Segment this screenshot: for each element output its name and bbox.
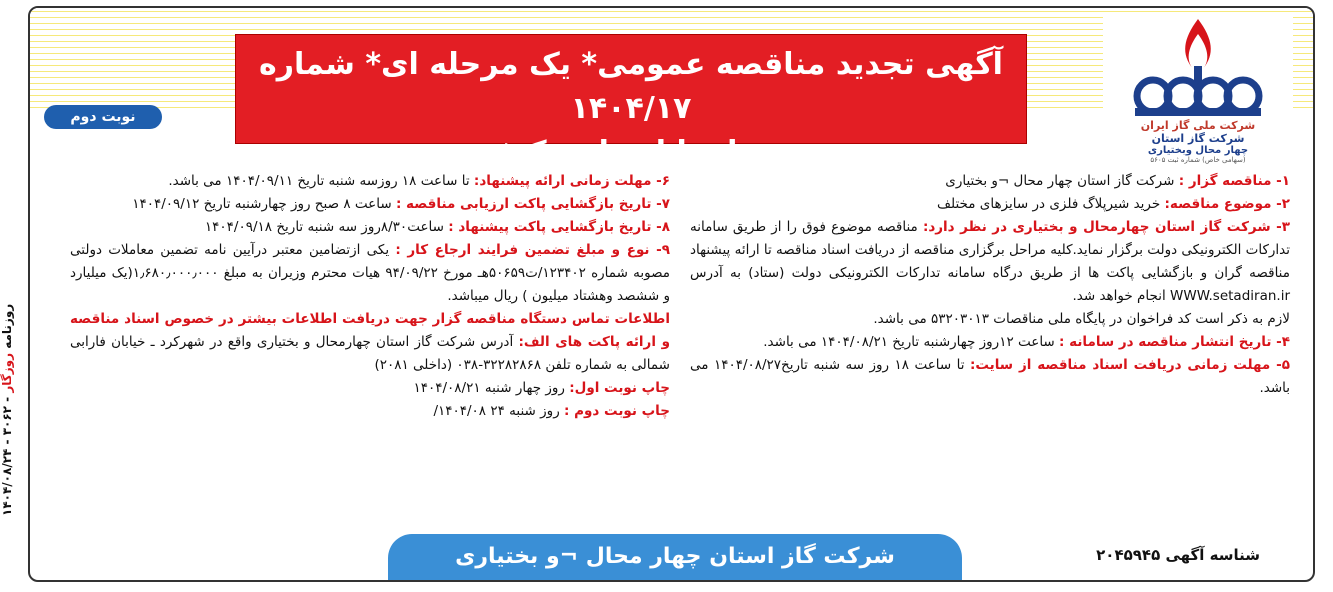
side-part2: روزگار: [0, 353, 14, 393]
item-7: [70, 193, 670, 216]
right-column: [690, 170, 1290, 400]
setad-url-link[interactable]: WWW.setadiran.ir: [1170, 288, 1290, 304]
item-11-label: چاپ نوبت اول:: [569, 380, 670, 396]
item-4-text: ساعت ۱۲روز چهارشنبه تاریخ ۱۴۰۴/۰۸/۲۱ می باشد.: [763, 334, 1060, 350]
side-part1: روزنامه: [0, 303, 14, 354]
item-12: [70, 400, 670, 423]
gas-flame-logo-icon: [1123, 14, 1273, 119]
item-1-label: ۱- مناقصه گزار :: [1178, 173, 1290, 189]
item-3-text: مناقصه موضوع فوق را از طریق سامانه تدارکات الکترونیکی دولت برگزار نماید.کلیه مراحل برگزاری مناقصه از دریافت اسناد مناقصه تا ارائه پیشنهاد مناقصه گران و بازگشایی پاکت ها از طریق درگاه سامانه تدارکات الکترونیکی دولت (ستاد) به آدرس: [690, 219, 1290, 281]
item-1: [690, 170, 1290, 193]
item-8: [70, 216, 670, 239]
item-9: [70, 239, 670, 308]
item-10: [70, 308, 670, 377]
newspaper-side-label: [0, 280, 28, 540]
item-5: [690, 354, 1290, 400]
item-12-label: چاپ نوبت دوم :: [564, 403, 670, 419]
logo-line1: شرکت ملی گاز ایران: [1140, 119, 1256, 132]
logo-line4: (سهامی خاص) شماره ثبت ۵۶۰۵: [1150, 156, 1246, 164]
item-5-text: تا ساعت ۱۸ روز سه شنبه تاریخ۱۴۰۴/۰۸/۲۷ می باشد.: [690, 357, 1290, 396]
item-4-label: ۴- تاریخ انتشار مناقصه در سامانه :: [1059, 334, 1290, 350]
item-6: [70, 170, 670, 193]
item-10-label: اطلاعات تماس دستگاه مناقصه گزار جهت دریافت اطلاعات بیشتر در خصوص اسناد مناقصه و ارائه پاکت های الف:: [70, 311, 670, 350]
item-6-text: تا ساعت ۱۸ روزسه شنبه تاریخ ۱۴۰۴/۰۹/۱۱ می باشد.: [168, 173, 474, 189]
company-logo: [1103, 14, 1293, 164]
footer-company-name: شرکت گاز استان چهار محال ¬و بختیاری: [388, 534, 962, 580]
item-3-text-end: انجام خواهد شد.: [1072, 288, 1171, 304]
second-print-badge: نوبت دوم: [44, 105, 162, 129]
item-1-text: شرکت گاز استان چهار محال ¬و بختیاری: [945, 173, 1179, 189]
item-3: [690, 216, 1290, 308]
item-11-text: روز چهار شنبه ۱۴۰۴/۰۸/۲۱: [413, 380, 570, 396]
notice-frame: [28, 6, 1315, 582]
logo-line2: شرکت گاز استان: [1151, 132, 1245, 145]
item-12-text: روز شنبه ۲۴ ۱۴۰۴/۰۸/: [433, 403, 565, 419]
item-4: [690, 331, 1290, 354]
item-8-text: ساعت۸/۳۰روز سه شنبه تاریخ ۱۴۰۴/۰۹/۱۸: [204, 219, 449, 235]
item-3-label: ۳- شرکت گاز استان چهارمحال و بختیاری در نظر دارد:: [922, 219, 1291, 235]
item-2-text: خرید شیرپلاگ فلزی در سایزهای مختلف: [937, 196, 1165, 212]
item-10-text: آدرس شرکت گاز استان چهارمحال و بختیاری واقع در شهرکرد ـ خیابان فارابی شمالی به شماره تلفن ۳۲۲۸۲۸۶۸-۰۳۸ (داخلی ۲۰۸۱): [70, 334, 670, 373]
logo-line3: چهار محال وبختیاری: [1147, 145, 1249, 156]
left-column: [70, 170, 670, 423]
item-3b: لازم به ذکر است کد فراخوان در پایگاه ملی مناقصات ۵۳۲۰۳۰۱۳ می باشد.: [873, 311, 1290, 327]
item-7-text: ساعت ۸ صبح روز چهارشنبه تاریخ ۱۴۰۴/۰۹/۱۲: [132, 196, 396, 212]
item-7-label: ۷- تاریخ بازگشایی پاکت ارزیابی مناقصه :: [395, 196, 670, 212]
item-5-label: ۵- مهلت زمانی دریافت اسناد مناقصه از سایت:: [969, 357, 1290, 373]
item-11: [70, 377, 670, 400]
item-2-label: ۲- موضوع مناقصه:: [1164, 196, 1290, 212]
item-2: [690, 193, 1290, 216]
item-9-text: یکی ازتضامین معتبر درآیین نامه تضمین معاملات دولتی مصوبه شماره ۱۲۳۴۰۲/ت۵۰۶۵۹هـ مورخ ۹۴/۰۹/۲۲ هیات محترم وزیران به مبلغ ۱٫۶۸۰٫۰۰۰٫۰۰۰(یک میلیارد و ششصد وهشتاد میلیون ) ریال میباشد.: [70, 242, 671, 304]
ad-id: شناسه آگهی ۲۰۴۵۹۴۵: [1096, 546, 1260, 564]
item-6-label: ۶- مهلت زمانی ارائه پیشنهاد:: [473, 173, 670, 189]
item-8-label: ۸- تاریخ بازگشایی پاکت پیشنهاد :: [448, 219, 670, 235]
item-9-label: ۹- نوع و مبلغ تضمین فرایند ارجاع کار :: [395, 242, 670, 258]
notice-title: [235, 34, 1027, 170]
title-line1: آگهی تجدید مناقصه عمومی* یک مرحله ای* شماره ۱۴۰۴/۱۷: [259, 47, 1003, 126]
side-part3: - ۳۰۶۲ - ۱۴۰۴/۰۸/۲۴: [0, 392, 14, 517]
title-line2: همراه با ارزیابی کیفی: [464, 135, 798, 170]
